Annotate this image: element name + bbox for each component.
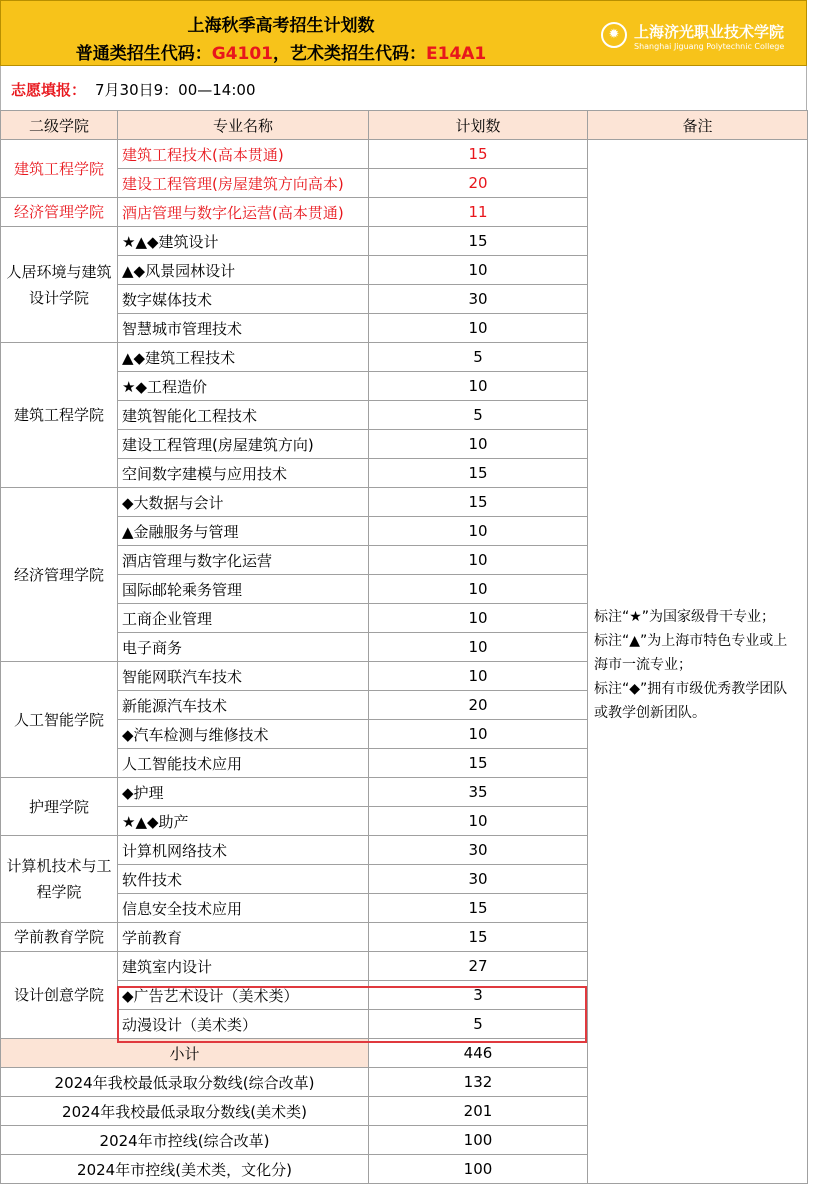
plan-count: 10 [369,662,588,691]
major-name: ◆汽车检测与维修技术 [118,720,369,749]
major-name: 建设工程管理(房屋建筑方向高本) [118,169,369,198]
enrollment-plan-table [0,110,808,1184]
plan-count: 15 [369,140,588,169]
major-name: 国际邮轮乘务管理 [118,575,369,604]
plan-count: 10 [369,575,588,604]
summary-value: 446 [369,1039,588,1068]
college-name: 计算机技术与工程学院 [1,836,118,923]
major-name: 建筑工程技术(高本贯通) [118,140,369,169]
college-name: 学前教育学院 [1,923,118,952]
plan-count: 10 [369,314,588,343]
college-name: 经济管理学院 [1,198,118,227]
major-name: ★▲◆建筑设计 [118,227,369,256]
remark-line: 标注“◆”拥有市级优秀教学团队或教学创新团队。 [594,681,788,721]
plan-count: 10 [369,807,588,836]
plan-count: 15 [369,459,588,488]
plan-count: 15 [369,894,588,923]
major-name: 建筑智能化工程技术 [118,401,369,430]
plan-count: 10 [369,604,588,633]
major-name: 软件技术 [118,865,369,894]
major-name: 信息安全技术应用 [118,894,369,923]
plan-count: 5 [369,343,588,372]
major-name: ◆大数据与会计 [118,488,369,517]
plan-count: 20 [369,691,588,720]
major-name: 建筑室内设计 [118,952,369,981]
plan-count: 10 [369,372,588,401]
college-name: 人居环境与建筑设计学院 [1,227,118,343]
page-header [0,0,807,66]
major-name: 电子商务 [118,633,369,662]
plan-count: 15 [369,227,588,256]
plan-count: 15 [369,749,588,778]
major-name: 动漫设计（美术类） [118,1010,369,1039]
major-name: 空间数字建模与应用技术 [118,459,369,488]
college-name: 人工智能学院 [1,662,118,778]
major-name: ◆护理 [118,778,369,807]
college-name: 建筑工程学院 [1,140,118,198]
plan-count: 10 [369,720,588,749]
application-time-row [0,66,807,110]
college-logo [601,18,801,54]
plan-count: 35 [369,778,588,807]
general-code-label: 普通类招生代码： [75,44,212,64]
summary-label: 2024年市控线(综合改革) [1,1126,369,1155]
plan-count: 15 [369,488,588,517]
general-code: G4101 [211,44,273,64]
summary-label: 2024年我校最低录取分数线(美术类) [1,1097,369,1126]
plan-count: 10 [369,633,588,662]
table-row [1,140,808,169]
summary-label: 2024年我校最低录取分数线(综合改革) [1,1068,369,1097]
plan-count: 11 [369,198,588,227]
col-header-count: 计划数 [369,111,588,140]
major-name: 工商企业管理 [118,604,369,633]
summary-value: 100 [369,1155,588,1184]
college-emblem-icon: ✹ [601,22,627,48]
summary-value: 100 [369,1126,588,1155]
summary-label: 小计 [1,1039,369,1068]
major-name: 建设工程管理(房屋建筑方向) [118,430,369,459]
col-header-college: 二级学院 [1,111,118,140]
art-code-label: ，艺术类招生代码： [273,44,426,64]
major-name: ★◆工程造价 [118,372,369,401]
major-name: ▲◆建筑工程技术 [118,343,369,372]
admission-codes [1,39,561,64]
plan-count: 30 [369,865,588,894]
major-name: 智能网联汽车技术 [118,662,369,691]
plan-count: 5 [369,1010,588,1039]
plan-count: 10 [369,517,588,546]
major-name: 学前教育 [118,923,369,952]
application-time-value: 7月30日9：00—14:00 [95,81,256,99]
major-name: 新能源汽车技术 [118,691,369,720]
college-name: 经济管理学院 [1,488,118,662]
plan-count: 3 [369,981,588,1010]
plan-count: 10 [369,546,588,575]
plan-count: 10 [369,256,588,285]
plan-count: 30 [369,285,588,314]
major-name: 人工智能技术应用 [118,749,369,778]
major-name: 酒店管理与数字化运营 [118,546,369,575]
major-name: ★▲◆助产 [118,807,369,836]
major-name: ▲金融服务与管理 [118,517,369,546]
summary-value: 201 [369,1097,588,1126]
remark-line: 标注“★”为国家级骨干专业； [594,609,776,625]
plan-count: 10 [369,430,588,459]
college-name: 设计创意学院 [1,952,118,1039]
logo-name-cn: 上海济光职业技术学院 [634,23,785,41]
major-name: ◆广告艺术设计（美术类） [118,981,369,1010]
col-header-major: 专业名称 [118,111,369,140]
plan-count: 20 [369,169,588,198]
major-name: 智慧城市管理技术 [118,314,369,343]
major-name: 计算机网络技术 [118,836,369,865]
major-name: ▲◆风景园林设计 [118,256,369,285]
plan-count: 30 [369,836,588,865]
college-name: 建筑工程学院 [1,343,118,488]
plan-count: 15 [369,923,588,952]
college-name: 护理学院 [1,778,118,836]
art-code: E14A1 [426,44,487,64]
plan-count: 5 [369,401,588,430]
plan-count: 27 [369,952,588,981]
table-header-row [1,111,808,140]
col-header-remark: 备注 [588,111,808,140]
major-name: 酒店管理与数字化运营(高本贯通) [118,198,369,227]
summary-label: 2024年市控线(美术类，文化分) [1,1155,369,1184]
remark-cell [588,140,808,1184]
remark-line: 标注“▲”为上海市特色专业或上海市一流专业； [594,633,788,673]
summary-value: 132 [369,1068,588,1097]
page-title: 上海秋季高考招生计划数 [187,16,375,36]
major-name: 数字媒体技术 [118,285,369,314]
logo-name-en: Shanghai Jiguang Polytechnic College [634,42,785,51]
application-time-label: 志愿填报： [11,81,87,99]
